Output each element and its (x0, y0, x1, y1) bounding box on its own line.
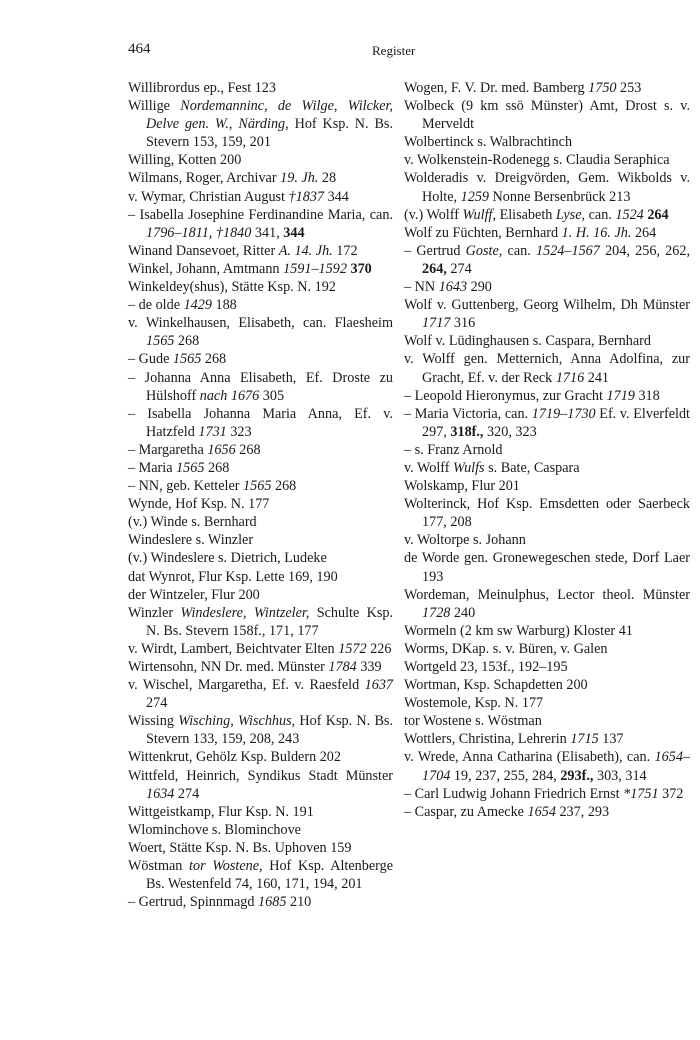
index-entry (404, 477, 690, 495)
entry-text: Wissing (128, 713, 179, 730)
index-entry (404, 350, 690, 386)
italic-text: 1565 (146, 333, 175, 350)
entry-text: Hof Ksp. N. Bs. Stevern 153, 159, 201 (146, 116, 394, 151)
running-head: Register (372, 43, 416, 58)
index-entry (404, 224, 690, 242)
entry-text: 268 (271, 478, 297, 495)
index-entry (128, 151, 393, 169)
italic-text: 1634 (146, 785, 175, 802)
index-entry (404, 79, 690, 97)
entry-text: s. Bate, Caspara (484, 459, 580, 476)
index-entry (404, 405, 690, 441)
index-entry (128, 568, 393, 586)
entry-text: 323 (226, 423, 252, 440)
entry-text: – Caspar, zu Amecke (404, 803, 528, 820)
index-entry (404, 296, 690, 332)
entry-text: Wottlers, Christina, Lehrerin (404, 731, 571, 748)
index-entry (128, 839, 393, 857)
entry-text: 268 (235, 441, 261, 458)
index-entry (128, 314, 393, 350)
index-entry (128, 441, 393, 459)
index-entry (128, 495, 393, 513)
entry-text: Winzler (128, 604, 181, 621)
index-entry (404, 133, 690, 151)
entry-text: – Maria Victoria, can. (404, 405, 532, 422)
entry-text: v. Winkelhausen, Elisabeth, can. Flaesheim (128, 315, 393, 332)
italic-text: 1654 (527, 803, 556, 820)
entry-text: Wilmans, Roger, Archivar (128, 170, 281, 187)
index-entry (128, 748, 393, 766)
index-entry (404, 586, 690, 622)
entry-text: – s. Franz Arnold (404, 441, 503, 458)
entry-text: 268 (204, 459, 230, 476)
index-entry (128, 350, 393, 368)
italic-text: 1685 (258, 894, 287, 911)
entry-text: 320, 323 (483, 423, 537, 440)
entry-text: Hof Ksp. N. Bs. Stevern 133, 159, 208, 243 (146, 713, 393, 748)
italic-text: 1572 (338, 640, 367, 657)
entry-text: 210 (286, 894, 312, 911)
italic-text: 1654–1704 (422, 749, 690, 784)
entry-text: 303, 314 (593, 767, 647, 784)
entry-text: v. Wolff gen. Metternich, Anna Adolfina, zur Gracht, Ef. v. der Reck (404, 351, 690, 386)
entry-text: 19, 237, 255, 284, (450, 767, 561, 784)
italic-text: 1656 (207, 441, 236, 458)
index-entry (128, 712, 393, 748)
index-entry (128, 369, 393, 405)
entry-text: 268 (201, 351, 227, 368)
italic-text: tor Wostene, (189, 858, 263, 875)
entry-text: Wynde, Hof Ksp. N. 177 (128, 496, 270, 513)
entry-text: dat Wynrot, Flur Ksp. Lette 169, 190 (128, 568, 338, 585)
index-entry (404, 622, 690, 640)
entry-text: Willibrordus ep., Fest 123 (128, 80, 276, 96)
entry-text: Wolf v. Guttenberg, Georg Wilhelm, Dh Münster (404, 297, 690, 314)
entry-text: (v.) Windeslere s. Dietrich, Ludeke (128, 550, 327, 567)
italic-text: Goste, (465, 242, 503, 259)
index-entry (128, 260, 393, 278)
index-entry (404, 694, 690, 712)
entry-text: Willige (128, 98, 181, 115)
entry-text: 341, (251, 224, 284, 241)
entry-text: Wittfeld, Heinrich, Syndikus Stadt Münster (128, 767, 393, 784)
index-entry (128, 206, 393, 242)
entry-text: 253 (616, 80, 642, 96)
index-entry (128, 767, 393, 803)
entry-text: 226 (366, 640, 392, 657)
entry-text: Wormeln (2 km sw Warburg) Kloster 41 (404, 622, 633, 639)
index-column-right (404, 79, 690, 821)
italic-text: Windeslere, Wintzeler, (180, 604, 310, 621)
bold-page-ref: 264 (647, 206, 669, 223)
index-entry (404, 712, 690, 730)
index-entry (128, 513, 393, 531)
index-entry (128, 658, 393, 676)
italic-text: *1751 (623, 785, 659, 802)
italic-text: Wulff, (462, 206, 497, 223)
index-entry (128, 803, 393, 821)
entry-text: Wolterinck, Hof Ksp. Emsdetten oder Saerbeck 177, 208 (404, 496, 690, 531)
entry-text: can. (585, 206, 616, 223)
italic-text: 1637 (364, 677, 393, 694)
index-entry (128, 278, 393, 296)
entry-text: 344 (324, 188, 349, 205)
italic-text: 1524–1567 (536, 242, 600, 259)
italic-text: 1784 (328, 659, 357, 675)
index-column-left (128, 79, 393, 911)
entry-text: 290 (467, 279, 492, 296)
italic-text: 1259 (460, 188, 489, 205)
entry-text: v. Wolff (404, 459, 454, 476)
index-entry (128, 640, 393, 658)
entry-text: Wöstman (128, 858, 190, 875)
index-entry (404, 459, 690, 477)
index-entry (404, 730, 690, 748)
index-entry (404, 549, 690, 585)
index-entry (404, 495, 690, 531)
entry-text: Worms, DKap. s. v. Büren, v. Galen (404, 640, 608, 657)
entry-text: (v.) Wolff (404, 206, 463, 223)
entry-text: 316 (450, 315, 476, 332)
entry-text: Wittgeistkamp, Flur Ksp. N. 191 (128, 803, 314, 820)
entry-text: Wolskamp, Flur 201 (404, 478, 520, 495)
entry-text: – Isabella Josephine Ferdinandine Maria, can. (128, 206, 393, 223)
index-entry (404, 332, 690, 350)
entry-text: Wortgeld 23, 153f., 192–195 (404, 659, 568, 675)
index-entry (404, 531, 690, 549)
italic-text: 1643 (438, 279, 468, 296)
italic-text: Lyse, (555, 206, 586, 223)
index-entry (404, 803, 690, 821)
entry-text: 172 (332, 242, 358, 259)
italic-text: nach 1676 (199, 387, 260, 404)
index-entry (128, 676, 393, 712)
entry-text: Winand Dansevoet, Ritter (128, 242, 279, 259)
entry-text: Wordeman, Meinulphus, Lector theol. Münster (404, 586, 690, 603)
entry-text: Wolf zu Füchten, Bernhard (404, 224, 562, 241)
index-entry (128, 97, 393, 151)
entry-text: Ef. v. Elverfeldt 297, (422, 405, 690, 440)
entry-text: Hof Ksp. Altenberge Bs. Westenfeld 74, 160, 171, 194, 201 (146, 858, 393, 893)
index-entry (128, 857, 393, 893)
italic-text: 1565 (176, 459, 205, 476)
italic-text: †1837 (288, 188, 325, 205)
entry-text: tor Wostene s. Wöstman (404, 713, 542, 730)
entry-text: 274 (146, 695, 168, 712)
entry-text: Wlominchove s. Blominchove (128, 821, 301, 838)
index-entry (128, 405, 393, 441)
index-entry (404, 206, 690, 224)
bold-page-ref: 370 (350, 260, 372, 277)
entry-text: 268 (174, 333, 200, 350)
index-entry (404, 748, 690, 784)
entry-text: Winkel, Johann, Amtmann (128, 260, 284, 277)
entry-text: 137 (598, 731, 624, 748)
bold-page-ref: 344 (283, 224, 305, 241)
entry-text: 318 (634, 387, 660, 404)
index-entry (404, 640, 690, 658)
entry-text: v. Wischel, Margaretha, Ef. v. Raesfeld (128, 677, 365, 694)
index-entry (128, 79, 393, 97)
index-entry (404, 676, 690, 694)
italic-text: 1715 (570, 731, 599, 748)
entry-text: 305 (259, 387, 285, 404)
index-entry (404, 387, 690, 405)
entry-text: 339 (356, 659, 382, 675)
entry-text: v. Wolkenstein-Rodenegg s. Claudia Seraphica (404, 152, 670, 169)
bold-page-ref: 318f., (450, 423, 484, 440)
entry-text: – Maria (128, 459, 177, 476)
italic-text: 19. Jh. (280, 170, 319, 187)
italic-text: 1719–1730 (531, 405, 596, 422)
entry-text: – NN (404, 279, 439, 296)
entry-text: Woert, Stätte Ksp. N. Bs. Uphoven 159 (128, 839, 352, 856)
entry-text: Schulte Ksp. N. Bs. Stevern 158f., 171, 177 (146, 604, 394, 639)
entry-text: Wogen, F. V. Dr. med. Bamberg (404, 80, 589, 96)
italic-text: A. 14. Jh. (278, 242, 333, 259)
entry-text: 240 (450, 604, 476, 621)
entry-text: – Carl Ludwig Johann Friedrich Ernst (404, 785, 624, 802)
italic-text: Nordemanninc, de Wilge, Wilcker, Delve gen. W., Närding, (146, 98, 393, 133)
italic-text: Wisching, Wischhus, (178, 713, 296, 730)
index-entry (128, 169, 393, 187)
bold-page-ref: 264, (422, 260, 447, 277)
entry-text: Wolbertinck s. Walbrachtinch (404, 134, 573, 151)
entry-text: 28 (318, 170, 337, 187)
italic-text: 1716 (555, 369, 585, 386)
entry-text: can. (502, 242, 537, 259)
entry-text: – Isabella Johanna Maria Anna, Ef. v. Hatzfeld (128, 405, 393, 440)
index-entry (128, 821, 393, 839)
entry-text: v. Wrede, Anna Catharina (Elisabeth), can. (404, 749, 655, 766)
index-entry (128, 242, 393, 260)
italic-text: 1731 (198, 423, 227, 440)
index-entry (128, 296, 393, 314)
index-entry (404, 441, 690, 459)
entry-text: Wortman, Ksp. Schapdetten 200 (404, 677, 588, 694)
index-entry (128, 477, 393, 495)
index-entry (404, 785, 690, 803)
entry-text: 274 (446, 260, 472, 277)
italic-text: 1565 (172, 351, 202, 368)
entry-text: – Gude (128, 351, 173, 368)
entry-text: (v.) Winde s. Bernhard (128, 514, 257, 531)
index-entry (404, 278, 690, 296)
italic-text: 1717 (422, 315, 451, 332)
italic-text: 1524 (615, 206, 644, 223)
index-entry (404, 242, 690, 278)
index-entry (128, 549, 393, 567)
italic-text: Wulfs (453, 459, 485, 476)
entry-text: – NN, geb. Ketteler (128, 478, 244, 495)
entry-text: 204, 256, 262, (599, 242, 691, 259)
index-entry (404, 169, 690, 205)
entry-text: 372 (658, 785, 684, 802)
entry-text: 241 (584, 369, 610, 386)
page-number: 464 (128, 41, 151, 57)
entry-text: Windeslere s. Winzler (128, 532, 254, 549)
entry-text: Wittenkrut, Gehölz Ksp. Buldern 202 (128, 749, 341, 766)
index-entry (404, 97, 690, 133)
italic-text: 1. H. 16. Jh. (561, 224, 632, 241)
index-entry (404, 151, 690, 169)
bold-page-ref: 293f., (560, 767, 594, 784)
entry-text: de Worde gen. Gronewegeschen stede, Dorf Laer 193 (404, 550, 690, 585)
entry-text: Wolbeck (9 km ssö Münster) Amt, Drost s. v. Merveldt (404, 98, 690, 133)
italic-text: 1429 (183, 297, 212, 314)
entry-text: Nonne Bersenbrück 213 (489, 188, 631, 205)
italic-text: 1728 (422, 604, 451, 621)
entry-text: – Gertrud, Spinnmagd (128, 894, 259, 911)
italic-text: 1719 (606, 387, 635, 404)
entry-text: Willing, Kotten 200 (128, 152, 242, 169)
entry-text: der Wintzeler, Flur 200 (128, 586, 260, 603)
italic-text: 1591–1592 (283, 260, 347, 277)
entry-text: Wostemole, Ksp. N. 177 (404, 695, 544, 712)
entry-text: 274 (174, 785, 200, 802)
entry-text: – de olde (128, 297, 184, 314)
entry-text: v. Woltorpe s. Johann (404, 532, 526, 549)
italic-text: 1796–1811, †1840 (146, 224, 252, 241)
entry-text: – Gertrud (404, 242, 466, 259)
index-entry (128, 604, 393, 640)
entry-text: Wolderadis v. Dreigvörden, Gem. Wikbolds v. Holte, (404, 170, 690, 205)
index-entry (128, 459, 393, 477)
index-entry (128, 586, 393, 604)
index-entry (128, 531, 393, 549)
index-entry (128, 893, 393, 911)
index-entry (128, 188, 393, 206)
entry-text: Wirtensohn, NN Dr. med. Münster (128, 659, 329, 675)
index-entry (404, 658, 690, 676)
entry-text: 237, 293 (555, 803, 610, 820)
entry-text: 264 (631, 224, 657, 241)
entry-text: – Johanna Anna Elisabeth, Ef. Droste zu Hülshoff (128, 369, 393, 404)
entry-text: 188 (211, 297, 237, 314)
entry-text: v. Wymar, Christian August (128, 188, 289, 205)
entry-text: v. Wirdt, Lambert, Beichtvater Elten (128, 640, 339, 657)
italic-text: 1565 (243, 478, 272, 495)
italic-text: 1750 (588, 80, 617, 96)
entry-text: Elisabeth (496, 206, 556, 223)
entry-text: – Margaretha (128, 441, 208, 458)
entry-text: Winkeldey(shus), Stätte Ksp. N. 192 (128, 279, 336, 296)
entry-text: Wolf v. Lüdinghausen s. Caspara, Bernhard (404, 333, 651, 350)
entry-text: – Leopold Hieronymus, zur Gracht (404, 387, 607, 404)
